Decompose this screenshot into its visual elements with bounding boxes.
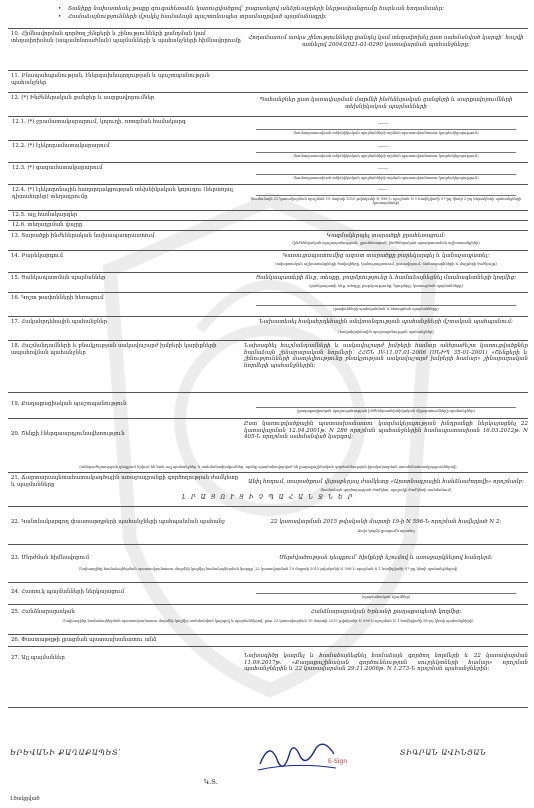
- row-number: 12.3.: [12, 165, 26, 171]
- row-19: [8, 392, 528, 419]
- row-value: Ցանկապատերի ձևը, տեսքը, բարձրությունը և համաձայնեցնել մասնագետների կողմից:: [256, 275, 516, 281]
- row-number: 24.: [11, 589, 20, 595]
- bullet-list: [58, 6, 528, 21]
- field-hint: (ցանկապատի ձևը, տեսքը, բարձրությունը, նյութերը, կառուցման պայմանները): [309, 284, 463, 288]
- row-number: 12.2.: [12, 143, 26, 149]
- row-12: [8, 92, 528, 117]
- row-number: 19.: [11, 401, 20, 407]
- row-value: Կազմակերպել տարածքի ջրահեռացում:: [326, 233, 446, 239]
- row-number: 12.5.: [12, 212, 26, 218]
- row-number: 14.: [11, 253, 20, 259]
- row-23: [8, 544, 528, 583]
- row-number: 27.: [11, 655, 20, 661]
- field-hint: (Նախագիծը համաձայնեցման պատասխանատու մարմնի կողմից սահմանված կարգով և պայմաններով, ըստ 22 կառավարման 19 մարտի 2015 թվականի N 596-Ն որոշման N 1 հավելվածի 56-րդ կետի պահանջների): [62, 619, 474, 623]
- row-number: 16.: [11, 295, 20, 301]
- empty-value-dash: ------: [377, 121, 389, 127]
- row-label: Քաղաքացիական պաշտպանություն: [21, 401, 127, 407]
- row-22: [8, 506, 528, 545]
- field-hint: (հակահրդեհային պաշտպանության պահանջներ): [338, 330, 434, 334]
- row-label: Ցանկապատման պայմաններ: [21, 275, 106, 281]
- esign-stamp: E-Sign: [328, 758, 348, 765]
- row-label: Շենքի էներգաարդյունավետություն: [21, 431, 125, 437]
- bullet-item: • Համաձայնությունների մշակել համաձայն պաշտոնապես տրամադրված պայմանագրի:: [58, 14, 528, 22]
- row-label: Այլ պայմաններ: [21, 655, 65, 661]
- row-label: Կոշտ թափոնների հեռացում: [21, 295, 104, 301]
- field-hint: (թափոնների պահպանման և հեռացման պայմանները): [333, 307, 439, 311]
- row-label: Հաշմանդամների և բնակչության սակավաշարժ խմբերի կարիքների ապահովման պահանջներ: [11, 343, 217, 356]
- row-label: Տարածքի ինժեներական նախապատրաստում: [21, 233, 155, 239]
- row-number: 15.: [11, 275, 20, 281]
- row-25: [8, 604, 528, 635]
- signer-title: ԵՐԵՎԱՆԻ ՔԱՂԱՔԱՊԵՏ՝: [10, 748, 122, 757]
- handwritten-signature-icon: [250, 734, 340, 780]
- row-value: Նախագծել հաշմանդամների և սակավաշարժ խմբերի համար անհրաժեշտ կառուցվածքներ համաձայն շինարարական նորմերի՝ ՀՀՇՆ IV-11.07.01-2006 (ՍՆԻՊ 35-01-2001) «Շենքերի և շինությունների մատչելիությունը բնակչության սակավաշարժ խմբերի համար» շինարարական նորմերի պահանջներին:: [244, 343, 528, 369]
- row-12-1: [8, 116, 528, 141]
- underline: [256, 305, 516, 306]
- row-number: 17.: [11, 319, 20, 325]
- row-12-2: [8, 140, 528, 163]
- row-number: 12.4.: [12, 187, 26, 193]
- row-24: [8, 582, 528, 605]
- row-14: [8, 250, 528, 273]
- row-value: Նախագիծը կազմել և համաձայնեցնել համաձայն գործող նորմերի և 22 կառավարման 11.09.2017թ. «Քաղաքաշինական գործունեության սուբյեկտների համար» որոշման պահանջներին և 22 կառավարման 29.11.2006թ. N 1.273-Ն որոշման պահանջներին:: [244, 653, 528, 673]
- field-hint: (համաձայն 22 կառավարման որոշման 19 մարտի 2015 թվականի N 596-Ն որոշման N 1 հավելվածի 97-րդ կետի 2-րդ ենթակետի պահանջների կատարմամբ): [250, 197, 522, 206]
- row-15: [8, 272, 528, 293]
- row-11: [8, 70, 528, 93]
- row-label: (*) ջրամատակարարում, կոյուղի, ոռոգման համակարգ: [27, 119, 186, 125]
- row-number: 10.: [11, 31, 20, 37]
- row-12-3: [8, 162, 528, 185]
- row-label: (*) էլեկտրամատակարարում: [27, 143, 110, 149]
- row-value: Ըստ կառուցվածքային պատասխանատու կազմակերպության խնդրանքի ներկայացնել 22 կառավարման 12.04.2001թ. N 286 որոշման պահանջներին համապատասխան 16.03.2012թ. N 405-Ն որոշման սահմանված կարգով:: [244, 421, 528, 441]
- field-hint: (համաձայն գործողության ժամկետ, որոշակի ժամկետի սահմանում): [320, 488, 452, 492]
- underline: [256, 152, 516, 153]
- row-label: Կանոնակարգող փաստաթղթերի պահանջների պահպանման պահանջ: [21, 519, 225, 525]
- row-number: 21.: [11, 475, 20, 481]
- row-number: 25.: [11, 609, 20, 615]
- row-value: Պահանջներ ըստ կառավարման մարմնի ինժեներական ցանցերի և սարքավորումների տեխնիկական պայմանների: [259, 97, 513, 110]
- field-hint: (Նախագիծը համաձայնեցման պատասխանատու մարմնի կողմից համաձայնեցման կարգը՝ 22 կառավարման 19 մարտի 2015 թվականի N 596-Ն որոշման N 1 հավելվածի 97-րդ կետի պահանջներով): [78, 567, 458, 571]
- row-label: (*) էլեկտրոնային հաղորդակցության տեխնիկական կոյուղու (ներառյալ դիտահորեր) տեղադրումը: [12, 187, 233, 200]
- row-number: 12.1.: [12, 119, 26, 125]
- row-label: Հատուկ պայմանների ներկայացում: [21, 589, 125, 595]
- field-hint: (պայմանական նշումներ): [361, 595, 411, 599]
- row-label: այլ համակարգեր: [27, 212, 78, 218]
- field-hint: (քաղաքացիական պաշտպանության ինժեներատեխնիկական միջոցառումների պահանջներ): [297, 409, 475, 413]
- underline: [256, 593, 516, 594]
- underline: [256, 407, 516, 408]
- section-heading: Լ Ր Ա Ց Ո Ւ Ց Ի Չ Պ Ա Հ Ա Ն Ջ Ն Ե Ր: [181, 494, 355, 501]
- row-label: Ճարտարապետահատակագծային առաջադրանքի գործողության ժամկետը և պայմանները: [11, 475, 239, 488]
- row-value: Հողամասում առկա շինությունները քանդել կամ տեղափոխել ըստ սահմանված կարգի՝ հաշվի առնելով 2004/2021-01-0290 կառավարման պահանջները:: [248, 35, 524, 48]
- field-hint: (համապատասխան տեխնիկական պայմանների տրման պատասխանատու կազմակերպություն): [293, 154, 479, 158]
- field-hint: (անհրաժեշտության դեպքում նշվում են նաև այլ պահանջներ և սահմանափակումներ, որոնք պայմանավորված են քաղաքաշինական գործունեության իրականացման առանձնահատկություններով): [79, 465, 457, 469]
- row-label: Հանձնարարական: [21, 609, 75, 615]
- field-hint: Ձախ կողմի լրացումն այստեղ: [357, 529, 415, 533]
- field-hint: (ինժեներական պաշտպանություն, ջրահեռացում, ինժեներական պատրաստման աշխատանքներ): [292, 241, 480, 245]
- empty-value-dash: ------: [377, 166, 389, 172]
- row-label: (*) Ինժեներական ցանցեր և սարքավորումներ: [21, 95, 155, 101]
- row-label: Հակահրդեհային պահանջներ: [21, 319, 108, 325]
- row-label: Բնապահպանության, էներգախնայողության և պաշտպանության պահանջներ: [11, 73, 210, 86]
- underline: [256, 129, 516, 130]
- row-18: [8, 340, 528, 393]
- row-number: 12.6.: [12, 222, 26, 228]
- footer-note: Լծակցված: [10, 796, 40, 802]
- row-number: 23.: [11, 555, 20, 561]
- field-hint: (համապատասխան տեխնիկական պայմանների տրման պատասխանատու կազմակերպություն): [293, 176, 479, 180]
- row-21: [8, 472, 528, 507]
- row-label: տեղադրման վայրը: [27, 222, 83, 228]
- row-value: Անիլ հողում, տարածքում վերաբերյալ ժամկետը «Արտոնագրային հանձնաժողովի» որոշմամբ:: [248, 479, 524, 485]
- row-number: 22.: [11, 519, 20, 525]
- row-label: (*) գազամատակարարում: [27, 165, 103, 171]
- row-value: 22 կառավարման 2015 թվականի մարտի 19-ի N 596-Ն որոշման հավելված N 2:: [270, 519, 502, 525]
- row-10: [8, 28, 528, 71]
- row-value: Հանձնարարական Երևանի քաղաքապետի կողմից:: [310, 609, 462, 615]
- row-label: Հիմնավորման գործող շենքերի և շինությունների քանդման կամ տեղափոխման (ապամոնտաժման) պայմանների և պահանջների հիմնավորումը: [11, 31, 241, 44]
- row-number: 13.: [11, 233, 20, 239]
- underline: [256, 174, 516, 175]
- row-value: Մերժվածության դեպքում՝ հիմքերի նշումով և առաջարկներով հանդերձ:: [279, 555, 493, 561]
- row-label: Մերժման հիմնավորում: [21, 555, 90, 561]
- field-hint: (համապատասխան տեխնիկական պայմանների տրման պատասխանատու կազմակերպություն): [293, 131, 479, 135]
- signature-block: [0, 748, 534, 788]
- row-12-4: [8, 184, 528, 211]
- row-20: [8, 418, 528, 473]
- row-number: 20.: [11, 431, 20, 437]
- row-number: 12.: [11, 95, 20, 101]
- row-13: [8, 230, 528, 251]
- row-label: Փաստաթղթի լրացման պատասխանատու անձ: [21, 637, 157, 643]
- row-17: [8, 316, 528, 341]
- empty-value-dash: ------: [377, 187, 389, 193]
- underline: [256, 195, 516, 196]
- row-number: 18.: [11, 343, 20, 349]
- field-hint: (ավարտական աշխատանքների ծավալները, կանաչապատում, լուսավորում, ճանապարհների և մայթերի ծածկույթ): [275, 262, 497, 266]
- signer-name: ՏԻԳՐԱՆ ԱՎԻՆՅԱՆ: [400, 748, 487, 757]
- row-value: Կառուցապատումից ազատ տարածքը բարեկարգել և կանաչապատել:: [282, 253, 490, 259]
- seal-label: Կ.Տ.: [204, 778, 218, 786]
- row-16: [8, 292, 528, 317]
- bullet-item: • Տանիքը նախատեսել թաքը զուգահեռաձև կառուցվածքով՝ բացառելով անձրևաջրերի ներթափանցումը հարևան հողամասեր:: [58, 6, 528, 14]
- row-number: 26.: [11, 637, 20, 643]
- row-27: [8, 646, 528, 708]
- empty-value-dash: ------: [377, 144, 389, 150]
- row-label: Բարեկարգում: [21, 253, 63, 259]
- row-number: 11.: [11, 73, 20, 79]
- row-value: Նախատեսել հակահրդեհային անվտանգության պահանջների մշտական պահպանում:: [259, 319, 513, 325]
